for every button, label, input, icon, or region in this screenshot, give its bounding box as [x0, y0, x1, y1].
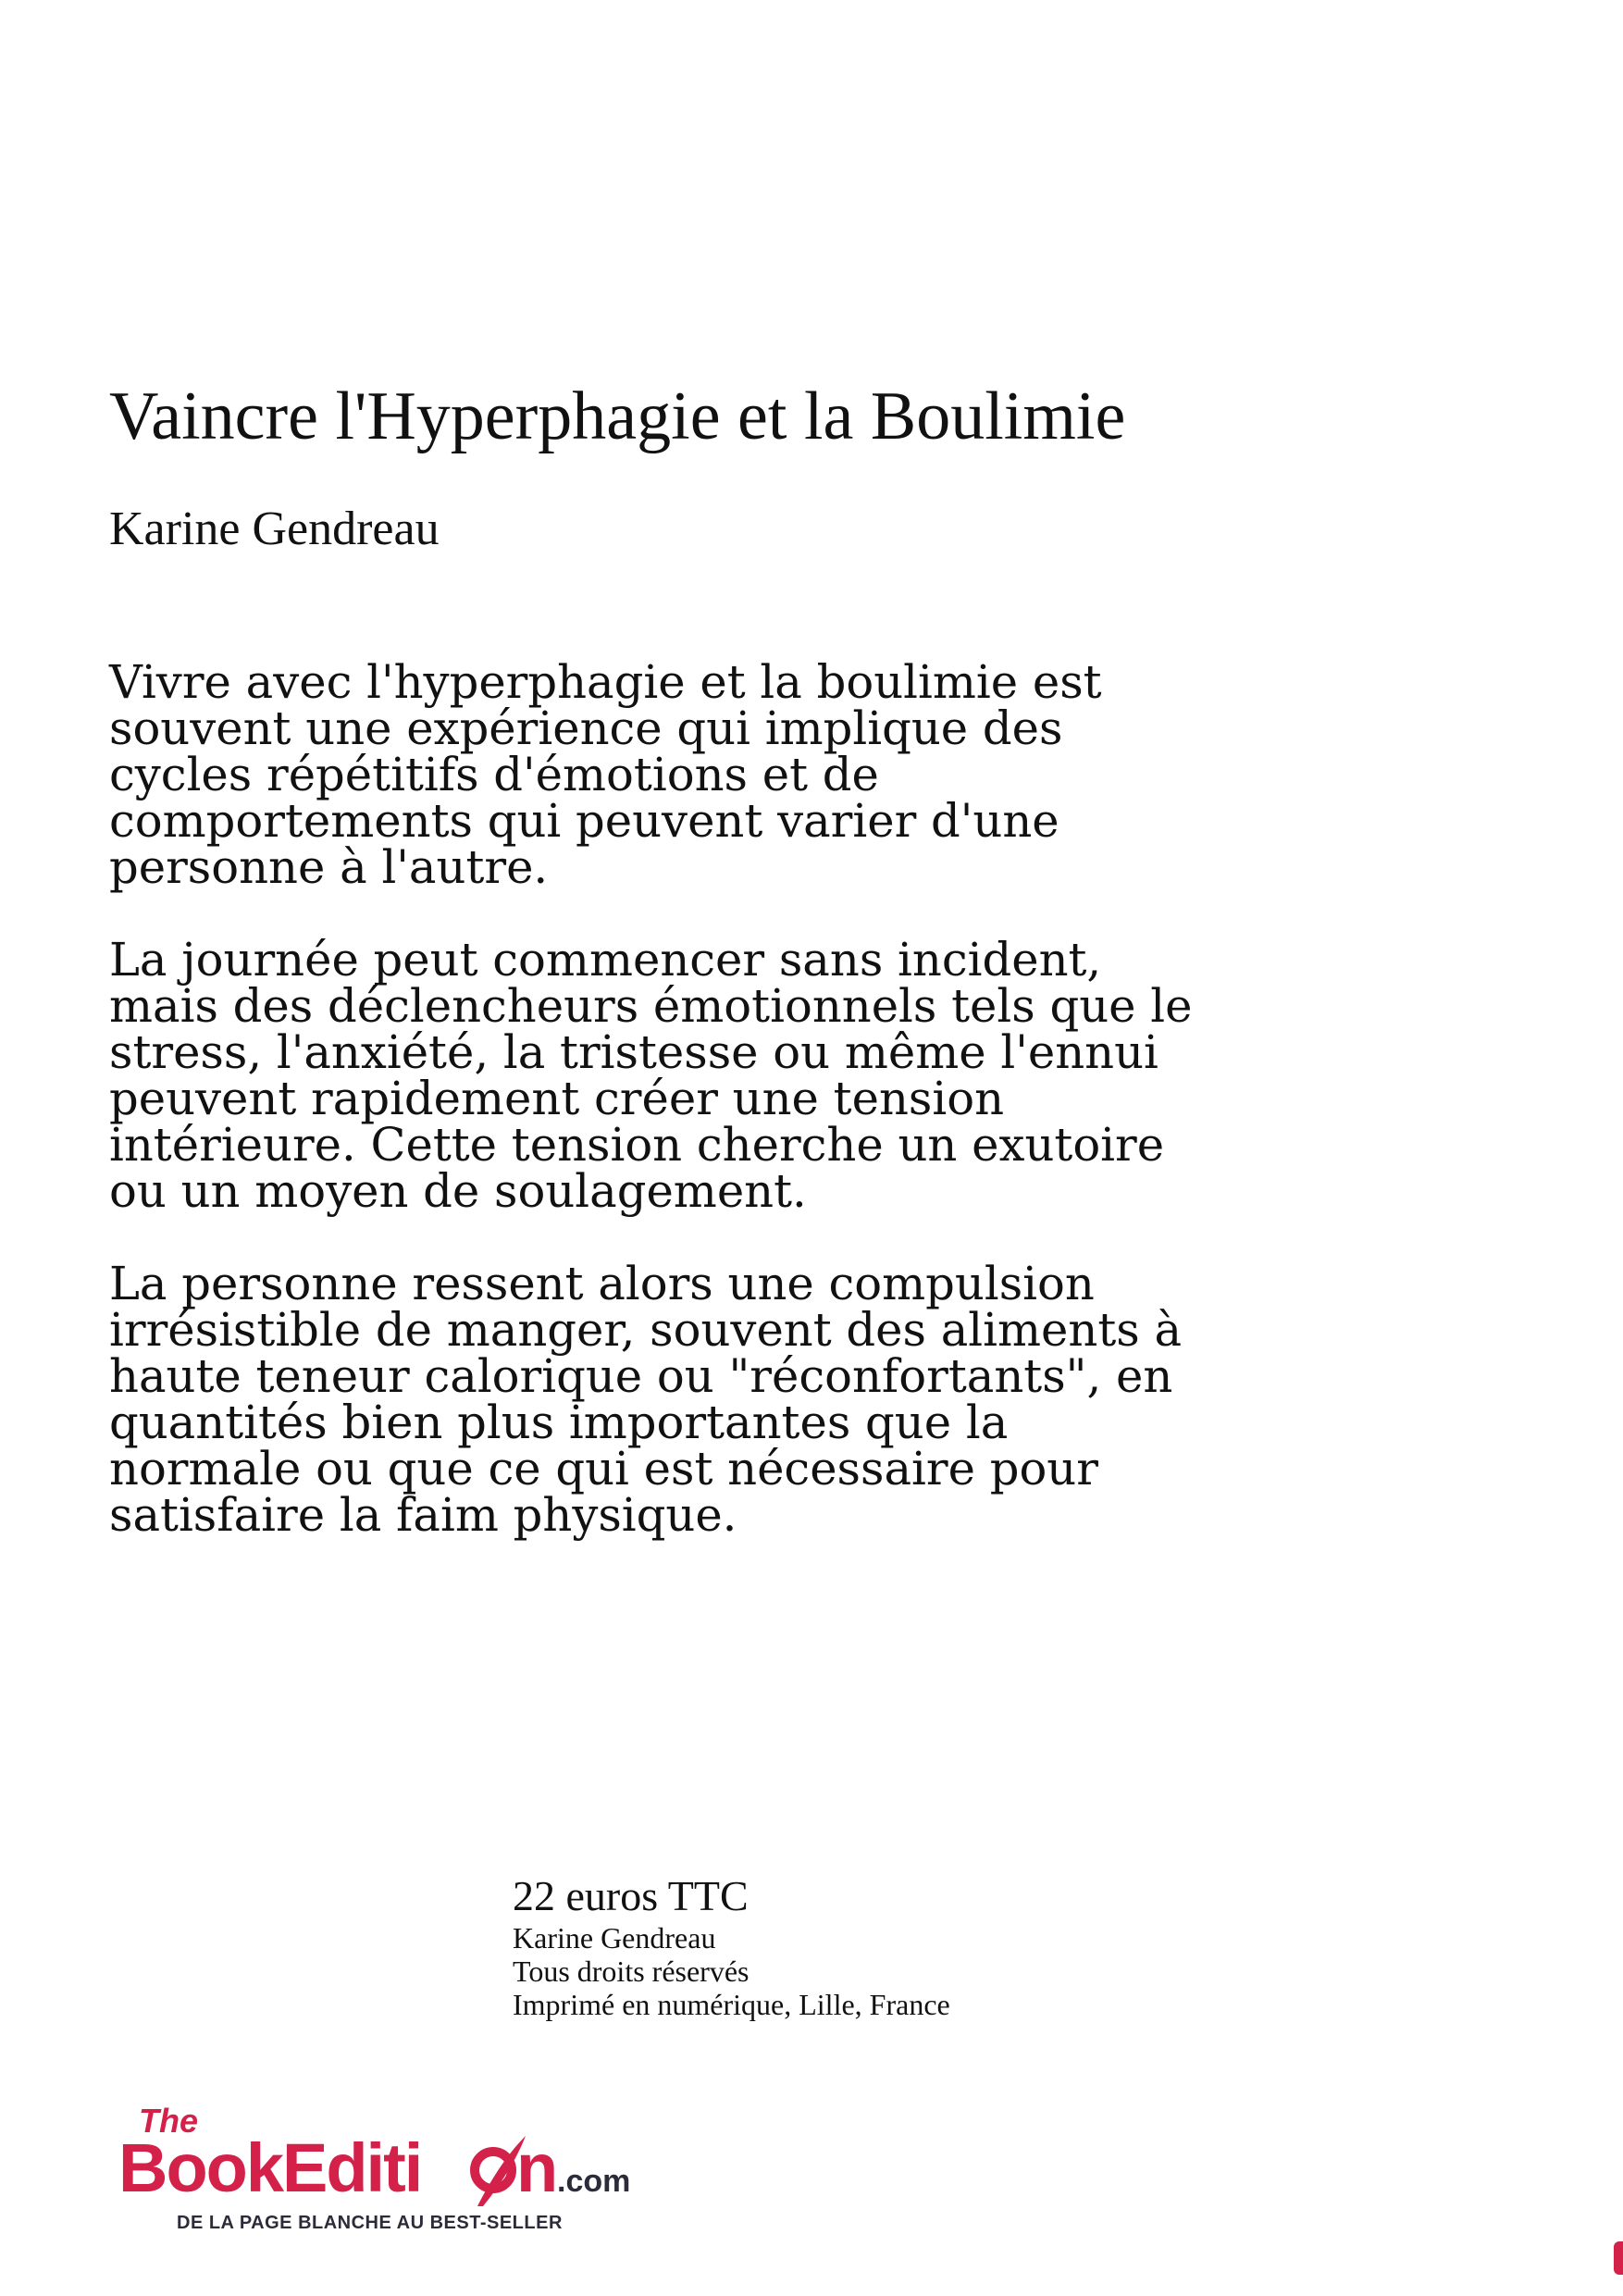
blurb-line: mais des déclencheurs émotionnels tels que le	[109, 979, 1193, 1033]
printing-notice: Imprimé en numérique, Lille, France	[513, 1988, 950, 2021]
blurb-line: haute teneur calorique ou "réconfortants", en	[109, 1349, 1173, 1403]
price-label: 22 euros TTC	[513, 1872, 749, 1919]
rights-notice: Tous droits réservés	[513, 1955, 750, 1988]
blurb-paragraph	[109, 1257, 1257, 1542]
logo-domain: .com	[557, 2164, 631, 2199]
blurb-line: ou un moyen de soulagement.	[109, 1164, 807, 1218]
colophon	[513, 1871, 950, 2021]
book-title: Vaincre l'Hyperphagie et la Boulimie	[109, 379, 1126, 454]
blurb-paragraph	[109, 655, 1257, 894]
logo-name: BookEditi	[118, 2129, 422, 2206]
blurb-line: comportements qui peuvent varier d'une	[109, 794, 1059, 848]
colophon-author: Karine Gendreau	[513, 1921, 716, 1955]
blurb-line: La personne ressent alors une compulsion	[109, 1257, 1095, 1310]
blurb-line: satisfaire la faim physique.	[109, 1488, 737, 1542]
blurb-line: La journée peut commencer sans incident,	[109, 933, 1102, 987]
blurb-line: irrésistible de manger, souvent des aliments à	[109, 1303, 1183, 1357]
blurb-line: souvent une expérience qui implique des	[109, 701, 1063, 755]
logo-prefix: The	[139, 2103, 199, 2140]
publisher-logo	[118, 2103, 655, 2232]
edge-marker	[1614, 2241, 1623, 2275]
blurb-line: quantités bien plus importantes que la	[109, 1396, 1009, 1449]
blurb-line: stress, l'anxiété, la tristesse ou même l'ennui	[109, 1025, 1158, 1079]
logo-tagline: DE LA PAGE BLANCHE AU BEST-SELLER	[177, 2213, 563, 2232]
blurb-line: intérieure. Cette tension cherche un exutoire	[109, 1118, 1165, 1172]
book-author: Karine Gendreau	[109, 503, 440, 555]
blurb-line: normale ou que ce qui est nécessaire pour	[109, 1442, 1098, 1496]
blurb-paragraph	[109, 933, 1257, 1218]
blurb-line: cycles répétitifs d'émotions et de	[109, 748, 879, 801]
blurb-line: peuvent rapidement créer une tension	[109, 1072, 1005, 1125]
blurb-line: Vivre avec l'hyperphagie et la boulimie est	[109, 655, 1102, 709]
back-cover-blurb	[109, 655, 1257, 1584]
logo-name-end: n	[516, 2129, 559, 2206]
blurb-line: personne à l'autre.	[109, 840, 549, 894]
